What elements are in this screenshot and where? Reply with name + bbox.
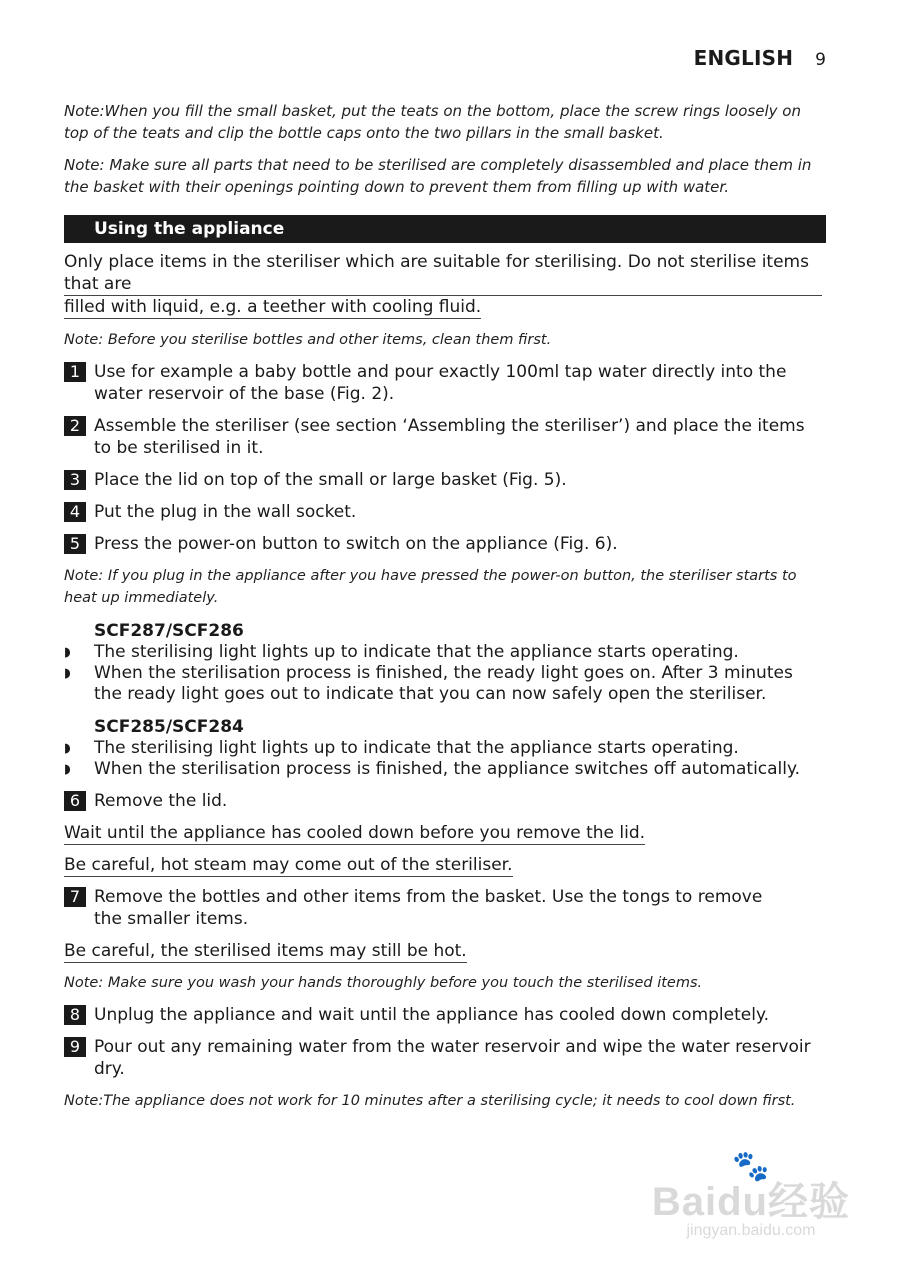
step-text: Use for example a baby bottle and pour exactly 100ml tap water directly into the water reservoir of the base (Fig. 2). (94, 362, 787, 404)
note-clean-first: Note: Before you sterilise bottles and other items, clean them first. (64, 332, 552, 348)
page-header (694, 46, 826, 70)
warning-text: Wait until the appliance has cooled down before you remove the lid. (64, 823, 646, 843)
bullet-icon: ◗ (64, 741, 71, 756)
bullet-text: The sterilising light lights up to indicate that the appliance starts operating. (94, 738, 739, 758)
step-text: Remove the lid. (94, 791, 228, 811)
section-title: Using the appliance (64, 215, 826, 243)
step-number: 9 (64, 1037, 86, 1057)
warning-hot-items (64, 940, 826, 962)
step-text: Remove the bottles and other items from the basket. Use the tongs to remove the smaller items. (94, 887, 763, 929)
step-text: Put the plug in the wall socket. (94, 502, 357, 522)
step-1 (64, 361, 826, 405)
step-2 (64, 415, 826, 459)
warning-text: Be careful, the sterilised items may still be hot. (64, 941, 467, 961)
note-cooldown: Note:The appliance does not work for 10 minutes after a sterilising cycle; it needs to cool down first. (64, 1093, 796, 1109)
warning-line: filled with liquid, e.g. a teether with cooling fluid. (64, 297, 482, 317)
step-number: 3 (64, 470, 86, 490)
note-plug-in: Note: If you plug in the appliance after you have pressed the power-on button, the steriliser starts to heat up immediately. (64, 568, 797, 606)
step-8 (64, 1004, 826, 1026)
step-number: 1 (64, 362, 86, 382)
model-heading: SCF285/SCF284 (94, 717, 244, 737)
warning-suitable-items (64, 251, 826, 319)
language-label: ENGLISH (693, 46, 794, 70)
step-text: Unplug the appliance and wait until the appliance has cooled down completely. (94, 1005, 769, 1025)
bullet-icon: ◗ (64, 666, 71, 681)
step-number: 7 (64, 887, 86, 907)
bullet-icon: ◗ (64, 645, 71, 660)
bullet-item (64, 738, 826, 759)
note-wash-hands: Note: Make sure you wash your hands thoroughly before you touch the sterilised items. (64, 975, 703, 991)
step-number: 4 (64, 502, 86, 522)
paw-icon: 🐾 (732, 1149, 770, 1184)
bullet-item (64, 663, 826, 705)
step-number: 2 (64, 416, 86, 436)
step-9 (64, 1036, 826, 1080)
step-number: 8 (64, 1005, 86, 1025)
step-text: Assemble the steriliser (see section ‘Assembling the steriliser’) and place the items to be sterilised in it. (94, 416, 805, 458)
bullet-text: When the sterilisation process is finished, the ready light goes on. After 3 minutes the ready light goes out to indicate that you can now safely open the steriliser. (94, 663, 793, 704)
warning-hot-steam (64, 854, 826, 876)
main-content (64, 100, 826, 1112)
watermark-brand: Baidu经验 (651, 1180, 850, 1224)
step-text: Place the lid on top of the small or large basket (Fig. 5). (94, 470, 567, 490)
step-3 (64, 469, 826, 491)
bullet-icon: ◗ (64, 762, 71, 777)
bullet-text: When the sterilisation process is finished, the appliance switches off automatically. (94, 759, 801, 779)
model-heading: SCF287/SCF286 (94, 621, 244, 641)
bullet-text: The sterilising light lights up to indicate that the appliance starts operating. (94, 642, 739, 662)
bullet-item (64, 759, 826, 780)
warning-cooled-down (64, 822, 826, 844)
watermark-site: jingyan.baidu.com (686, 1222, 816, 1239)
step-number: 5 (64, 534, 86, 554)
step-text: Pour out any remaining water from the water reservoir and wipe the water reservoir dry. (94, 1037, 811, 1079)
step-5 (64, 533, 826, 555)
bullet-item (64, 642, 826, 663)
step-number: 6 (64, 791, 86, 811)
step-7 (64, 886, 826, 930)
baidu-watermark (651, 1149, 850, 1240)
warning-text: Be careful, hot steam may come out of the steriliser. (64, 855, 513, 875)
page-number: 9 (815, 50, 826, 70)
note-disassemble: Note: Make sure all parts that need to be sterilised are completely disassembled and place them in the basket with their openings pointing down to prevent them from filling up with water. (64, 156, 812, 196)
step-4 (64, 501, 826, 523)
step-text: Press the power-on button to switch on the appliance (Fig. 6). (94, 534, 618, 554)
note-small-basket: Note:When you fill the small basket, put the teats on the bottom, place the screw rings loosely on top of the teats and clip the bottle caps onto the two pillars in the small basket. (64, 102, 801, 142)
step-6 (64, 790, 826, 812)
warning-line: Only place items in the steriliser which are suitable for sterilising. Do not sterilise items that are (64, 251, 822, 296)
